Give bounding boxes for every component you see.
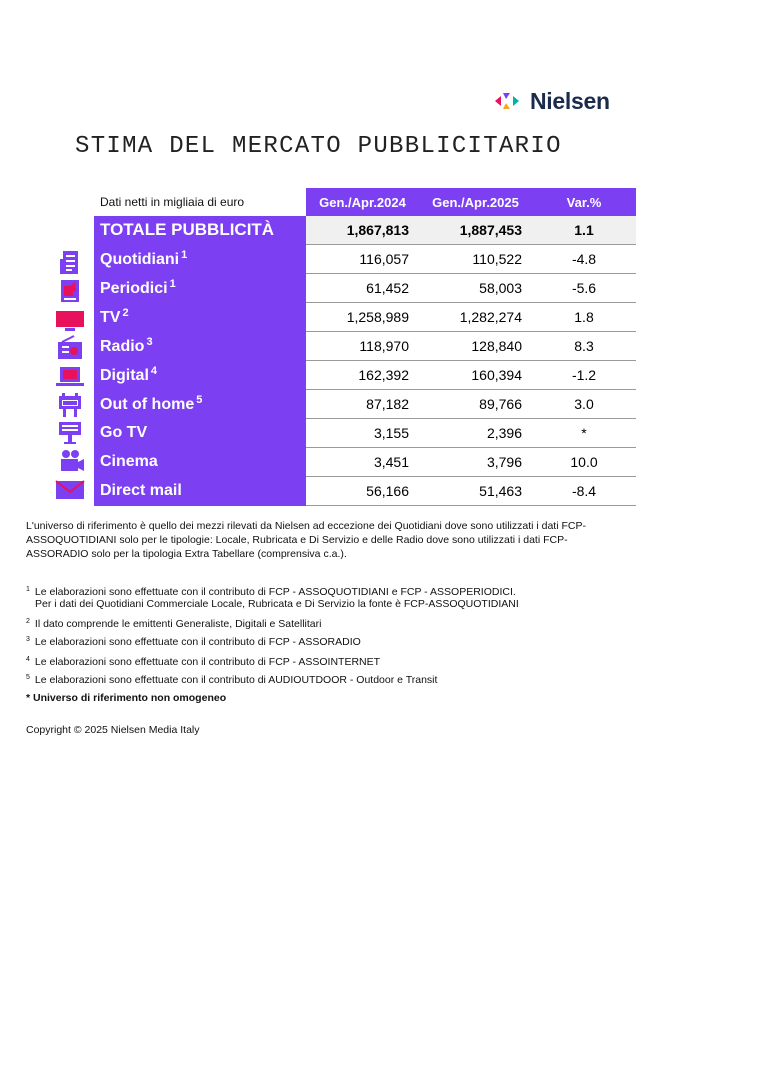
value-var: 3.0 <box>532 390 636 419</box>
value-2025: 1,282,274 <box>419 303 532 332</box>
nielsen-mark-icon <box>493 92 525 110</box>
value-2025: 2,396 <box>419 419 532 448</box>
table-row <box>94 390 636 419</box>
table-row <box>94 303 636 332</box>
value-var: -8.4 <box>532 477 636 506</box>
value-2024: 56,166 <box>306 477 419 506</box>
header-2024: Gen./Apr.2024 <box>306 188 419 216</box>
table-row <box>94 274 636 303</box>
table-row <box>94 361 636 390</box>
non-homogeneous-note: * Universo di riferimento non omogeneo <box>26 692 227 704</box>
value-2024: 3,451 <box>306 448 419 477</box>
row-label: Go TV <box>94 419 306 448</box>
value-var: -4.8 <box>532 245 636 274</box>
movie-camera-icon <box>54 448 86 474</box>
value-2025: 58,003 <box>419 274 532 303</box>
value-2024: 61,452 <box>306 274 419 303</box>
value-2025: 160,394 <box>419 361 532 390</box>
logo-text: Nielsen <box>530 87 610 114</box>
footnote-3: $^3$ Le elaborazioni sono effettuate con il contributo di FCP - ASSORADIO <box>26 636 361 648</box>
value-var: -5.6 <box>532 274 636 303</box>
row-label: Out of home $^5$ <box>94 390 306 419</box>
radio-icon <box>54 335 86 361</box>
value-2024: 1,258,989 <box>306 303 419 332</box>
footnote-1-continued: Per i dati dei Quotidiani Commerciale Locale, Rubricata e Di Servizio la fonte è FCP-ASSOQUOTIDIANI <box>35 598 519 610</box>
value-2025: 89,766 <box>419 390 532 419</box>
universe-note <box>26 519 616 561</box>
row-label: TOTALE PUBBLICITÀ <box>94 216 306 245</box>
value-var: -1.2 <box>532 361 636 390</box>
row-label: Radio $^3$ <box>94 332 306 361</box>
value-2024: 1,867,813 <box>306 216 419 245</box>
table-row <box>94 245 636 274</box>
market-table <box>94 188 636 506</box>
value-2025: 1,887,453 <box>419 216 532 245</box>
table-row <box>94 477 636 506</box>
row-label: Direct mail <box>94 477 306 506</box>
value-var: 1.1 <box>532 216 636 245</box>
value-var: * <box>532 419 636 448</box>
footnote-2: $^2$ Il dato comprende le emittenti Generaliste, Digitali e Satellitari <box>26 618 322 630</box>
billboard-icon <box>54 392 86 418</box>
laptop-icon <box>54 363 86 389</box>
row-label: Digital $^4$ <box>94 361 306 390</box>
value-2024: 116,057 <box>306 245 419 274</box>
nielsen-logo <box>493 86 610 116</box>
screen-icon <box>54 420 86 446</box>
table-row <box>94 419 636 448</box>
newspaper-icon <box>54 250 86 276</box>
value-var: 1.8 <box>532 303 636 332</box>
header-2025: Gen./Apr.2025 <box>419 188 532 216</box>
value-2024: 162,392 <box>306 361 419 390</box>
row-label: Periodici $^1$ <box>94 274 306 303</box>
copyright: Copyright © 2025 Nielsen Media Italy <box>26 724 200 736</box>
universe-note-line: L'universo di riferimento è quello dei mezzi rilevati da Nielsen ad eccezione dei Quotidiani dove sono utilizzati i dati FCP- <box>26 520 586 532</box>
universe-note-line: ASSORADIO solo per la tipologia Extra Tabellare (comprensiva c.a.). <box>26 548 347 560</box>
row-label: Cinema <box>94 448 306 477</box>
footnote-4: $^4$ Le elaborazioni sono effettuate con il contributo di FCP - ASSOINTERNET <box>26 656 381 668</box>
page-title: STIMA DEL MERCATO PUBBLICITARIO <box>75 133 562 160</box>
row-label: TV $^2$ <box>94 303 306 332</box>
table-header-row <box>94 188 636 216</box>
value-2024: 118,970 <box>306 332 419 361</box>
row-label: Quotidiani $^1$ <box>94 245 306 274</box>
envelope-icon <box>54 477 86 503</box>
universe-note-line: ASSOQUOTIDIANI solo per le tipologie: Locale, Rubricata e Di Servizio e delle Radio dove sono utilizzati i dati FCP- <box>26 534 568 546</box>
footnote-5: $^5$ Le elaborazioni sono effettuate con il contributo di AUDIOUTDOOR - Outdoor e Transit <box>26 674 438 686</box>
value-var: 8.3 <box>532 332 636 361</box>
value-2024: 3,155 <box>306 419 419 448</box>
value-2024: 87,182 <box>306 390 419 419</box>
value-2025: 51,463 <box>419 477 532 506</box>
value-2025: 128,840 <box>419 332 532 361</box>
table-row-total <box>94 216 636 245</box>
table-row <box>94 448 636 477</box>
tv-icon <box>54 307 86 333</box>
magazine-icon <box>54 278 86 304</box>
footnote-1: $^1$ Le elaborazioni sono effettuate con il contributo di FCP - ASSOQUOTIDIANI e FCP - ASSOPERIODICI. <box>26 586 516 598</box>
value-2025: 3,796 <box>419 448 532 477</box>
value-var: 10.0 <box>532 448 636 477</box>
table-row <box>94 332 636 361</box>
units-note: Dati netti in migliaia di euro <box>94 188 306 216</box>
value-2025: 110,522 <box>419 245 532 274</box>
header-var: Var.% <box>532 188 636 216</box>
